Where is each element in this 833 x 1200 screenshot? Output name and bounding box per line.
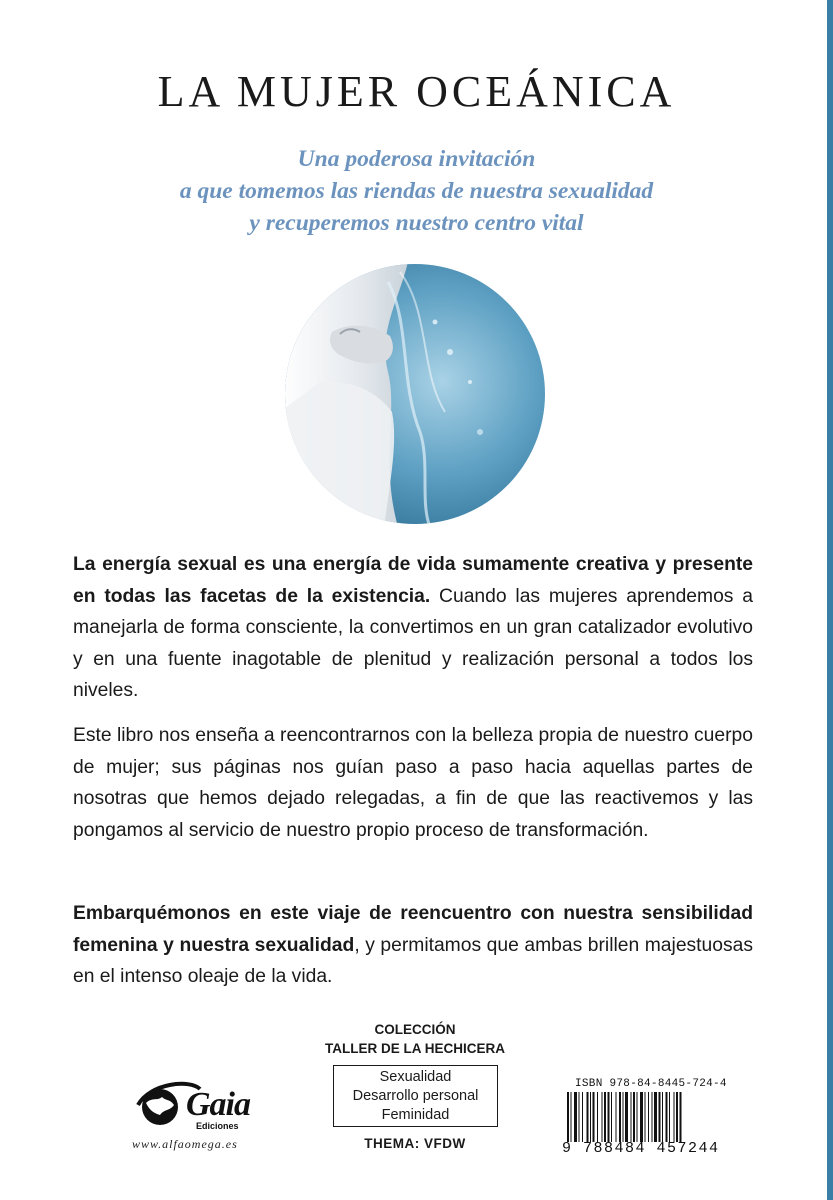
barcode-bar	[602, 1092, 603, 1142]
barcode-bar	[648, 1092, 649, 1142]
category-box	[333, 1065, 498, 1127]
subtitle-line-2: a que tomemos las riendas de nuestra sexualidad	[179, 178, 654, 204]
barcode-bar	[593, 1092, 595, 1142]
barcode-bar	[590, 1092, 591, 1142]
barcode-bar	[579, 1092, 580, 1142]
barcode-bar	[625, 1092, 628, 1142]
category-item: Sexualidad	[379, 1069, 452, 1085]
barcode-bar	[587, 1092, 589, 1142]
collection-name: TALLER DE LA HECHICERA	[325, 1041, 505, 1056]
barcode-bar	[574, 1092, 577, 1142]
collection-label: COLECCIÓN	[374, 1022, 456, 1037]
subtitle-line-1: Una poderosa invitación	[297, 146, 536, 172]
paragraph-1-bold: La energía sexual es una energía de vida sumamente creativa y presente en todas las facetas de la existencia.	[73, 554, 753, 607]
barcode-bar	[611, 1092, 612, 1142]
barcode-bar	[571, 1092, 572, 1142]
category-item: Feminidad	[381, 1107, 450, 1123]
barcode-bar	[659, 1092, 661, 1142]
description-paragraph-3	[73, 898, 753, 993]
barcode-bar	[633, 1092, 635, 1142]
barcode-bar	[652, 1092, 653, 1142]
barcode-number: 9 788484 457244	[562, 1140, 720, 1157]
paragraph-3-rest: , y permitamos que ambas brillen majestuosas en el intenso oleaje de la vida.	[73, 934, 753, 987]
publisher-website: www.alfaomega.es	[132, 1137, 238, 1151]
publisher-logo-subtext: Ediciones	[196, 1121, 239, 1131]
publisher-logo-text: Gaia	[186, 1086, 250, 1123]
barcode-bar	[597, 1092, 598, 1142]
paragraph-3-bold: Embarquémonos en este viaje de reencuentro con nuestra sensibilidad femenina y nuestra sexualidad	[73, 903, 753, 956]
barcode-bar	[662, 1092, 663, 1142]
barcode-bar	[674, 1092, 675, 1142]
barcode-icon	[565, 1092, 757, 1142]
barcode-bar	[623, 1092, 624, 1142]
barcode-bar	[616, 1092, 617, 1142]
subtitle-line-3: y recuperemos nuestro centro vital	[249, 210, 584, 236]
book-subtitle	[0, 143, 833, 239]
description-paragraph-2: Este libro nos enseña a reencontrarnos con la belleza propia de nuestro cuerpo de mujer; sus páginas nos guían paso a paso hacia aquellas partes de nosotras que hemos dejado relegadas, a fin de que las reactivemos y las pongamos al servicio de nuestro propio proceso de transformación.	[73, 725, 753, 841]
cover-art-image	[280, 262, 550, 527]
barcode-bar	[604, 1092, 606, 1142]
paragraph-1-rest: Cuando las mujeres aprendemos a manejarla de forma consciente, la convertimos en un gran catalizador evolutivo y en una fuente inagotable de plenitud y realización personal a todos los niveles.	[73, 585, 753, 701]
book-title: LA MUJER OCEÁNICA	[157, 67, 676, 116]
barcode-bar	[666, 1092, 668, 1142]
barcode-bar	[676, 1092, 678, 1142]
barcode-bar	[619, 1092, 621, 1142]
barcode-bar	[645, 1092, 646, 1142]
barcode-bar	[680, 1092, 682, 1142]
barcode-bar	[669, 1092, 670, 1142]
isbn-label: ISBN 978-84-8445-724-4	[575, 1078, 727, 1090]
barcode-bar	[640, 1092, 643, 1142]
barcode-bar	[582, 1092, 583, 1142]
category-item: Desarrollo personal	[352, 1088, 479, 1104]
barcode-bar	[637, 1092, 638, 1142]
thema-code: THEMA: VFDW	[364, 1136, 466, 1151]
barcode-bar	[631, 1092, 632, 1142]
description-paragraph-1	[73, 549, 753, 707]
barcode-bar	[567, 1092, 569, 1142]
collection-heading	[290, 1020, 540, 1058]
barcode-bar	[654, 1092, 657, 1142]
barcode-bar	[608, 1092, 610, 1142]
